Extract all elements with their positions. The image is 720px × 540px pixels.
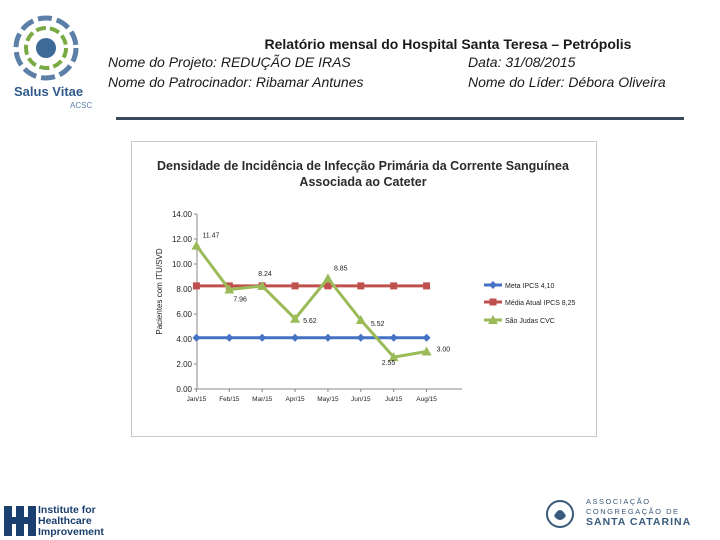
report-title: Relatório mensal do Hospital Santa Teresa – Petrópolis	[264, 36, 632, 52]
data-point	[291, 334, 299, 342]
data-point	[490, 299, 497, 306]
x-tick-label: Aug/15	[416, 396, 437, 403]
data-point	[423, 334, 431, 342]
salus-logo-sub: ACSC	[70, 101, 93, 110]
data-point	[192, 334, 200, 342]
report-date: Data: 31/08/2015	[468, 54, 576, 70]
data-point	[225, 334, 233, 342]
chart-title: Densidade de Incidência de Infecção Primária da Corrente Sanguínea Associada ao Cateter	[157, 159, 569, 189]
data-label: 11.47	[202, 232, 220, 240]
data-point	[191, 241, 201, 250]
y-tick-label: 14.00	[171, 210, 192, 219]
series-line	[196, 246, 426, 358]
x-tick-label: Jun/15	[351, 396, 371, 403]
ihi-line-1: Institute for	[38, 504, 96, 516]
data-point	[258, 334, 266, 342]
x-tick-label: Feb/15	[219, 396, 240, 403]
ihi-logo-text	[38, 505, 104, 538]
y-tick-label: 4.00	[176, 335, 192, 344]
project-name: Nome do Projeto: REDUÇÃO DE IRAS	[108, 54, 351, 70]
legend-label: Meta IPCS 4,10	[505, 283, 555, 290]
leader-name: Nome do Líder: Débora Oliveira	[468, 74, 666, 90]
acsc-line-3: SANTA CATARINA	[586, 516, 692, 528]
data-point	[193, 282, 200, 289]
acsc-line-2: CONGREGAÇÃO DE	[586, 507, 680, 516]
y-tick-label: 12.00	[171, 235, 192, 244]
ihi-line-2: Healthcare	[38, 515, 92, 527]
data-label: 7.96	[233, 296, 247, 304]
x-tick-label: Jan/15	[186, 396, 207, 403]
legend-label: São Judas CVC	[505, 318, 555, 325]
data-point	[323, 273, 333, 282]
sponsor-name: Nome do Patrocinador: Ribamar Antunes	[108, 74, 364, 90]
data-label: 5.52	[370, 321, 385, 328]
data-point	[324, 334, 332, 342]
data-point	[357, 282, 364, 289]
y-tick-label: 2.00	[176, 360, 192, 369]
data-label: 2.55	[381, 360, 396, 368]
data-point	[390, 282, 397, 289]
data-point	[390, 334, 398, 342]
legend-label: Média Atual IPCS 8,25	[505, 300, 576, 307]
y-axis-label: Pacientes com ITU/SVD	[155, 248, 164, 335]
y-tick-label: 0.00	[176, 385, 192, 394]
acsc-line-1: ASSOCIAÇÃO	[586, 497, 651, 506]
data-label: 5.62	[303, 317, 317, 325]
salus-logo-name: Salus Vitae	[14, 84, 84, 99]
data-point	[489, 281, 497, 289]
ihi-line-3: Improvement	[38, 526, 104, 538]
y-tick-label: 6.00	[176, 310, 192, 319]
x-tick-label: Jul/15	[385, 396, 403, 403]
data-label: 8.85	[333, 265, 348, 273]
data-point	[357, 334, 365, 342]
data-label: 8.24	[258, 271, 272, 278]
x-tick-label: Apr/15	[285, 396, 305, 403]
data-point	[292, 282, 299, 289]
data-point	[423, 282, 430, 289]
x-tick-label: May/15	[317, 396, 339, 403]
data-label: 3.00	[436, 346, 451, 354]
y-tick-label: 10.00	[171, 260, 192, 269]
x-tick-label: Mar/15	[252, 396, 273, 403]
y-tick-label: 8.00	[176, 285, 192, 294]
